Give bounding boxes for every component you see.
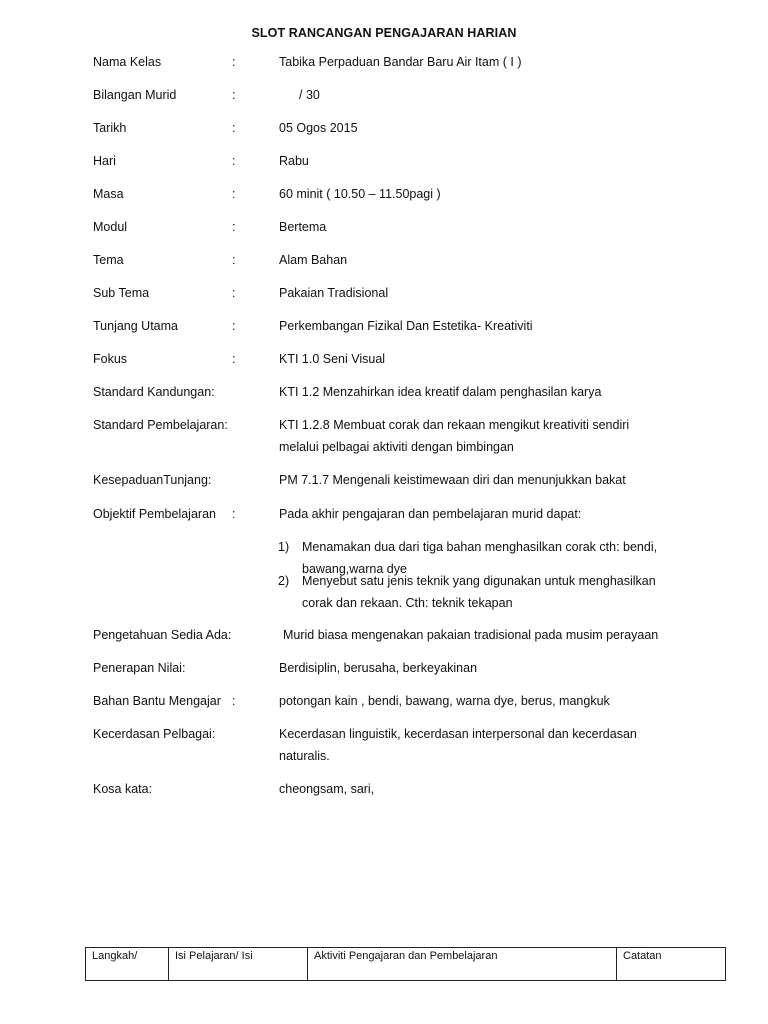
field-colon: : xyxy=(232,253,236,267)
field-label: Masa xyxy=(93,187,124,201)
field-value-line: melalui pelbagai aktiviti dengan bimbingan xyxy=(279,439,514,454)
field-value xyxy=(279,415,679,458)
lesson-steps-table xyxy=(85,947,726,981)
field-value: Perkembangan Fizikal Dan Estetika- Kreativiti xyxy=(279,319,533,333)
field-label: Bilangan Murid xyxy=(93,88,177,102)
field-value: PM 7.1.7 Mengenali keistimewaan diri dan menunjukkan bakat xyxy=(279,473,626,487)
objective-list xyxy=(278,537,698,614)
field-label: Tema xyxy=(93,253,124,267)
field-value-line: KTI 1.2.8 Membuat corak dan rekaan mengikut kreativiti sendiri xyxy=(279,418,630,432)
field-value: Berdisiplin, berusaha, berkeyakinan xyxy=(279,661,478,675)
field-label: Hari xyxy=(93,154,116,168)
field-label: Penerapan Nilai: xyxy=(93,661,186,675)
field-value: 60 minit ( 10.50 – 11.50pagi ) xyxy=(279,187,441,201)
field-value: Rabu xyxy=(279,154,309,168)
field-label: Pengetahuan Sedia Ada: xyxy=(93,628,232,642)
field-colon: : xyxy=(232,187,236,201)
field-value: Bertema xyxy=(279,220,327,234)
field-label: Tunjang Utama xyxy=(93,319,178,333)
field-colon: : xyxy=(232,694,236,708)
field-label: KesepaduanTunjang: xyxy=(93,473,212,487)
field-label: Bahan Bantu Mengajar xyxy=(93,694,221,708)
field-colon: : xyxy=(232,352,236,366)
field-label: Sub Tema xyxy=(93,286,150,300)
field-value: Tabika Perpaduan Bandar Baru Air Itam ( I ) xyxy=(279,55,522,69)
field-label: Kosa kata: xyxy=(93,782,153,796)
objective-number: 1) xyxy=(278,540,290,554)
field-value-line: Kecerdasan linguistik, kecerdasan interpersonal dan kecerdasan xyxy=(279,727,637,741)
field-value: Pada akhir pengajaran dan pembelajaran murid dapat: xyxy=(279,507,582,521)
field-colon: : xyxy=(232,507,236,521)
table-header-cell: Langkah/ xyxy=(86,948,169,981)
field-value xyxy=(279,724,679,767)
field-colon: : xyxy=(232,319,236,333)
field-label: Objektif Pembelajaran xyxy=(93,507,216,521)
field-colon: : xyxy=(232,55,236,69)
objective-line: Menamakan dua dari tiga bahan menghasilkan corak cth: bendi, xyxy=(302,540,658,554)
field-colon: : xyxy=(232,121,236,135)
field-value: potongan kain , bendi, bawang, warna dye, berus, mangkuk xyxy=(279,694,610,708)
objective-line: Menyebut satu jenis teknik yang digunakan untuk menghasilkan xyxy=(302,574,656,588)
field-label: Tarikh xyxy=(93,121,127,135)
objective-item xyxy=(278,571,698,614)
field-label: Modul xyxy=(93,220,128,234)
document-title: SLOT RANCANGAN PENGAJARAN HARIAN xyxy=(251,26,517,40)
table-header-cell: Catatan xyxy=(617,948,726,981)
field-colon: : xyxy=(232,88,236,102)
field-value: KTI 1.0 Seni Visual xyxy=(279,352,386,366)
field-colon: : xyxy=(232,286,236,300)
field-colon: : xyxy=(232,154,236,168)
field-value-line: naturalis. xyxy=(279,748,330,763)
field-label: Standard Pembelajaran: xyxy=(93,418,228,432)
table-header-cell: Aktiviti Pengajaran dan Pembelajaran xyxy=(308,948,617,981)
objective-line: bawang,warna dye xyxy=(302,561,407,576)
table-header-row xyxy=(86,948,726,981)
field-label: Fokus xyxy=(93,352,128,366)
objective-number: 2) xyxy=(278,574,290,588)
field-value: / 30 xyxy=(299,88,320,102)
field-label: Standard Kandungan: xyxy=(93,385,215,399)
field-value: KTI 1.2 Menzahirkan idea kreatif dalam penghasilan karya xyxy=(279,385,602,399)
objective-line: corak dan rekaan. Cth: teknik tekapan xyxy=(302,595,513,610)
field-label: Kecerdasan Pelbagai: xyxy=(93,727,216,741)
field-value: Pakaian Tradisional xyxy=(279,286,389,300)
field-value: Alam Bahan xyxy=(279,253,348,267)
field-value: cheongsam, sari, xyxy=(279,782,375,796)
field-value: 05 Ogos 2015 xyxy=(279,121,358,135)
field-value: Murid biasa mengenakan pakaian tradisional pada musim perayaan xyxy=(283,628,659,642)
field-colon: : xyxy=(232,220,236,234)
field-label: Nama Kelas xyxy=(93,55,162,69)
table-header-cell: Isi Pelajaran/ Isi xyxy=(169,948,308,981)
